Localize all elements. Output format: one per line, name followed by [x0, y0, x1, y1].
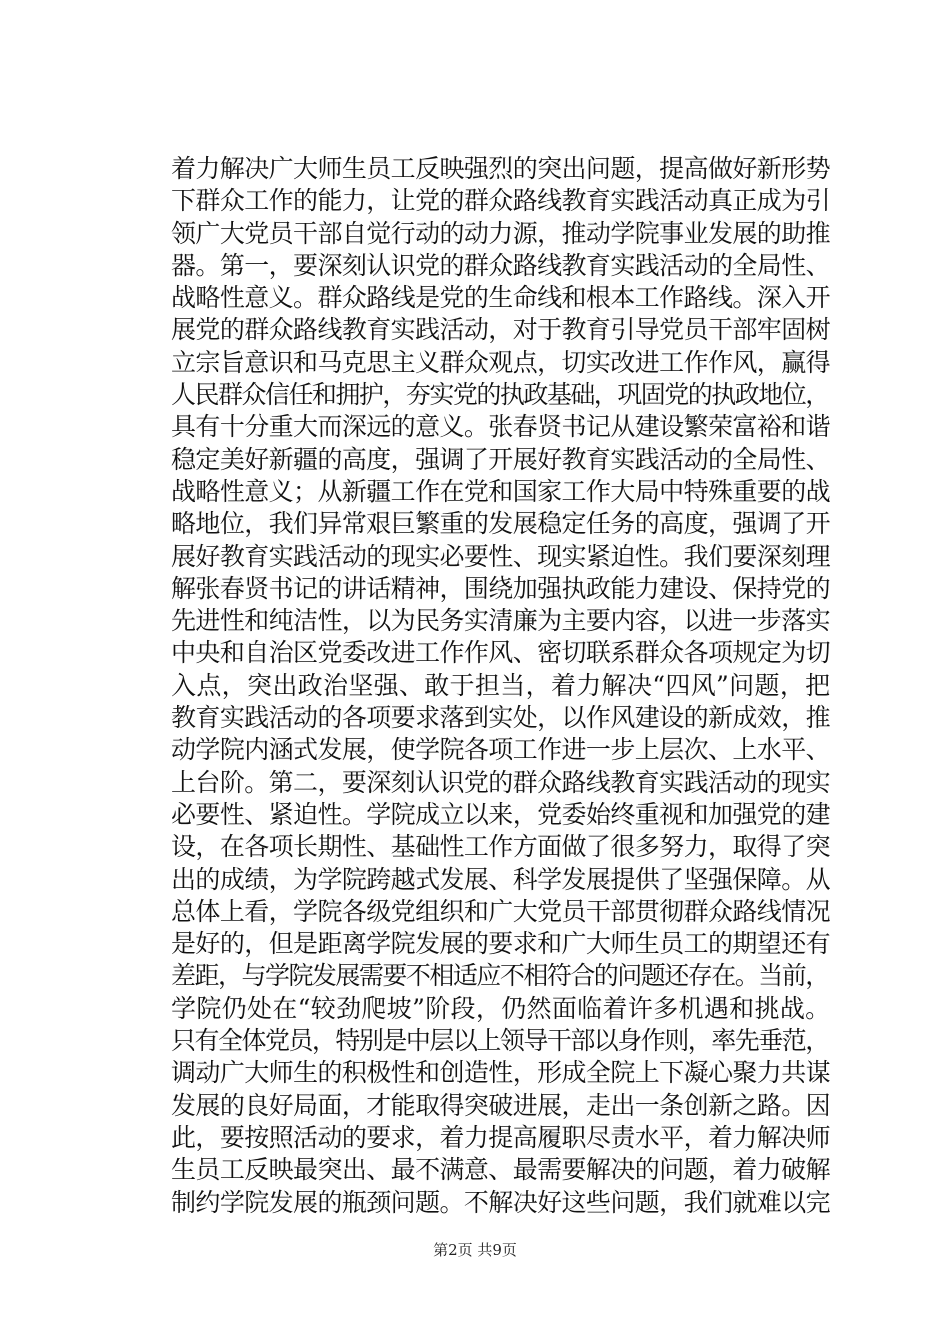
text-line: 略地位，我们异常艰巨繁重的发展稳定任务的高度，强调了开 [171, 509, 831, 539]
text-line: 中央和自治区党委改进工作作风、密切联系群众各项规定为切 [171, 638, 831, 668]
text-line: 差距，与学院发展需要不相适应不相符合的问题还存在。当前， [171, 961, 829, 991]
text-line: 展好教育实践活动的现实必要性、现实紧迫性。我们要深刻理 [171, 541, 831, 571]
body-paragraph [171, 153, 831, 1219]
text-line: 制约学院发展的瓶颈问题。不解决好这些问题，我们就难以完 [171, 1187, 831, 1217]
text-line: 战略性意义；从新疆工作在党和国家工作大局中特殊重要的战 [171, 476, 831, 506]
text-line: 下群众工作的能力，让党的群众路线教育实践活动真正成为引 [171, 186, 831, 216]
text-line: 领广大党员干部自觉行动的动力源，推动学院事业发展的助推 [171, 218, 831, 248]
text-line: 立宗旨意识和马克思主义群众观点，切实改进工作作风，赢得 [171, 347, 831, 377]
text-line: 器。第一，要深刻认识党的群众路线教育实践活动的全局性、 [171, 250, 831, 280]
text-line: 稳定美好新疆的高度，强调了开展好教育实践活动的全局性、 [171, 444, 831, 474]
text-line: 出的成绩，为学院跨越式发展、科学发展提供了坚强保障。从 [171, 864, 831, 894]
text-line: 先进性和纯洁性，以为民务实清廉为主要内容，以进一步落实 [171, 606, 831, 636]
text-line: 设，在各项长期性、基础性工作方面做了很多努力，取得了突 [171, 832, 831, 862]
text-line: 生员工反映最突出、最不满意、最需要解决的问题，着力破解 [171, 1155, 831, 1185]
text-line: 学院仍处在“较劲爬坡”阶段，仍然面临着许多机遇和挑战。 [171, 993, 831, 1023]
text-line: 入点，突出政治坚强、敢于担当，着力解决“四风”问题，把 [171, 670, 831, 700]
text-line: 战略性意义。群众路线是党的生命线和根本工作路线。深入开 [171, 283, 831, 313]
text-line: 发展的良好局面，才能取得突破进展，走出一条创新之路。因 [171, 1090, 831, 1120]
text-line: 此，要按照活动的要求，着力提高履职尽责水平，着力解决师 [171, 1122, 831, 1152]
text-line: 只有全体党员，特别是中层以上领导干部以身作则，率先垂范， [171, 1026, 829, 1056]
text-line: 展党的群众路线教育实践活动，对于教育引导党员干部牢固树 [171, 315, 831, 345]
text-line: 上台阶。第二，要深刻认识党的群众路线教育实践活动的现实 [171, 767, 831, 797]
text-line: 动学院内涵式发展，使学院各项工作进一步上层次、上水平、 [171, 735, 831, 765]
text-line: 具有十分重大而深远的意义。张春贤书记从建设繁荣富裕和谐 [171, 412, 831, 442]
text-line: 着力解决广大师生员工反映强烈的突出问题，提高做好新形势 [171, 154, 831, 183]
page-footer: 第2页 共9页 [433, 1241, 517, 1259]
text-line: 教育实践活动的各项要求落到实处，以作风建设的新成效，推 [171, 703, 831, 733]
text-line: 总体上看，学院各级党组织和广大党员干部贯彻群众路线情况 [171, 896, 831, 926]
text-line: 人民群众信任和拥护，夯实党的执政基础，巩固党的执政地位， [171, 380, 829, 410]
text-line: 必要性、紧迫性。学院成立以来，党委始终重视和加强党的建 [171, 799, 831, 829]
text-line: 调动广大师生的积极性和创造性，形成全院上下凝心聚力共谋 [171, 1058, 831, 1088]
text-line: 是好的，但是距离学院发展的要求和广大师生员工的期望还有 [171, 929, 831, 959]
text-line: 解张春贤书记的讲话精神，围绕加强执政能力建设、保持党的 [171, 573, 831, 603]
